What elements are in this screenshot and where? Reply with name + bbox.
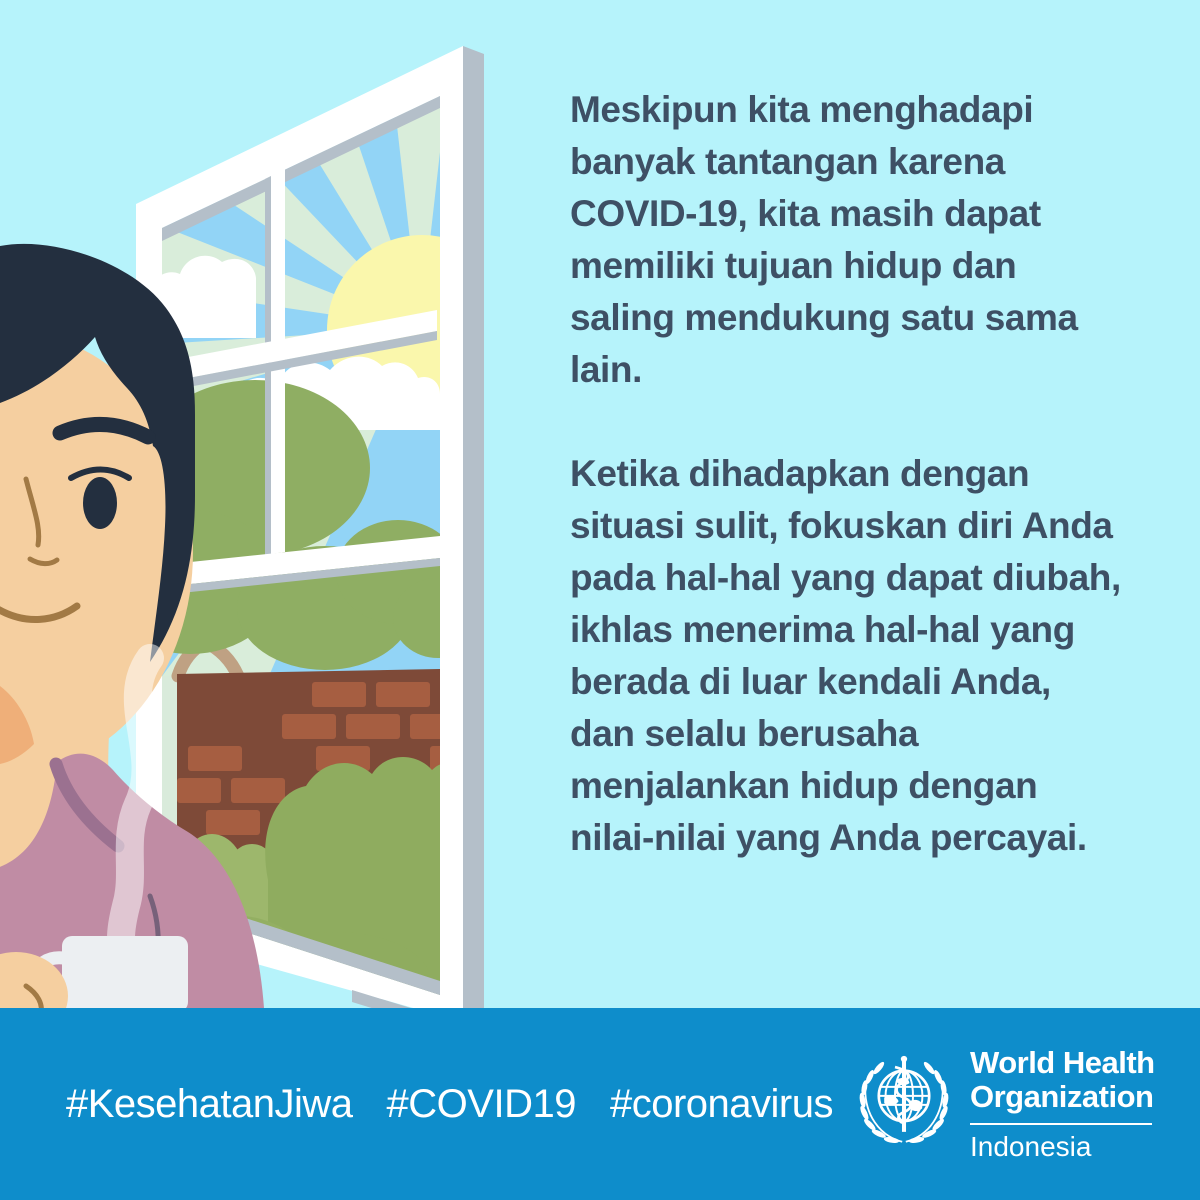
paragraph-1: Meskipun kita menghadapi banyak tantangan karena COVID-19, kita masih dapat memiliki tujuan hidup dan saling mendukung satu sama lain. bbox=[570, 89, 1078, 390]
hashtags bbox=[66, 1008, 833, 1200]
footer-bar bbox=[0, 1008, 1200, 1200]
eye bbox=[83, 477, 117, 529]
hashtag-covid19: #COVID19 bbox=[386, 1081, 576, 1126]
who-country: Indonesia bbox=[970, 1131, 1092, 1162]
who-emblem-icon bbox=[850, 1054, 958, 1154]
body-text bbox=[570, 84, 1122, 916]
who-wordmark bbox=[970, 1046, 1155, 1162]
who-wordmark-line2: Organization bbox=[970, 1079, 1154, 1114]
logo-divider bbox=[970, 1123, 1152, 1125]
hashtag-coronavirus: #coronavirus bbox=[609, 1081, 833, 1126]
hashtag-kesehatanjiwa: #KesehatanJiwa bbox=[66, 1081, 353, 1126]
paragraph-2: Ketika dihadapkan dengan situasi sulit, fokuskan diri Anda pada hal-hal yang dapat diubah, ikhlas menerima hal-hal yang berada di luar kendali Anda, dan selalu berusaha menjalankan hidup dengan nilai-nilai yang Anda percayai. bbox=[570, 453, 1121, 858]
who-logo bbox=[850, 1046, 1155, 1162]
who-wordmark-line1: World Health bbox=[970, 1045, 1155, 1080]
